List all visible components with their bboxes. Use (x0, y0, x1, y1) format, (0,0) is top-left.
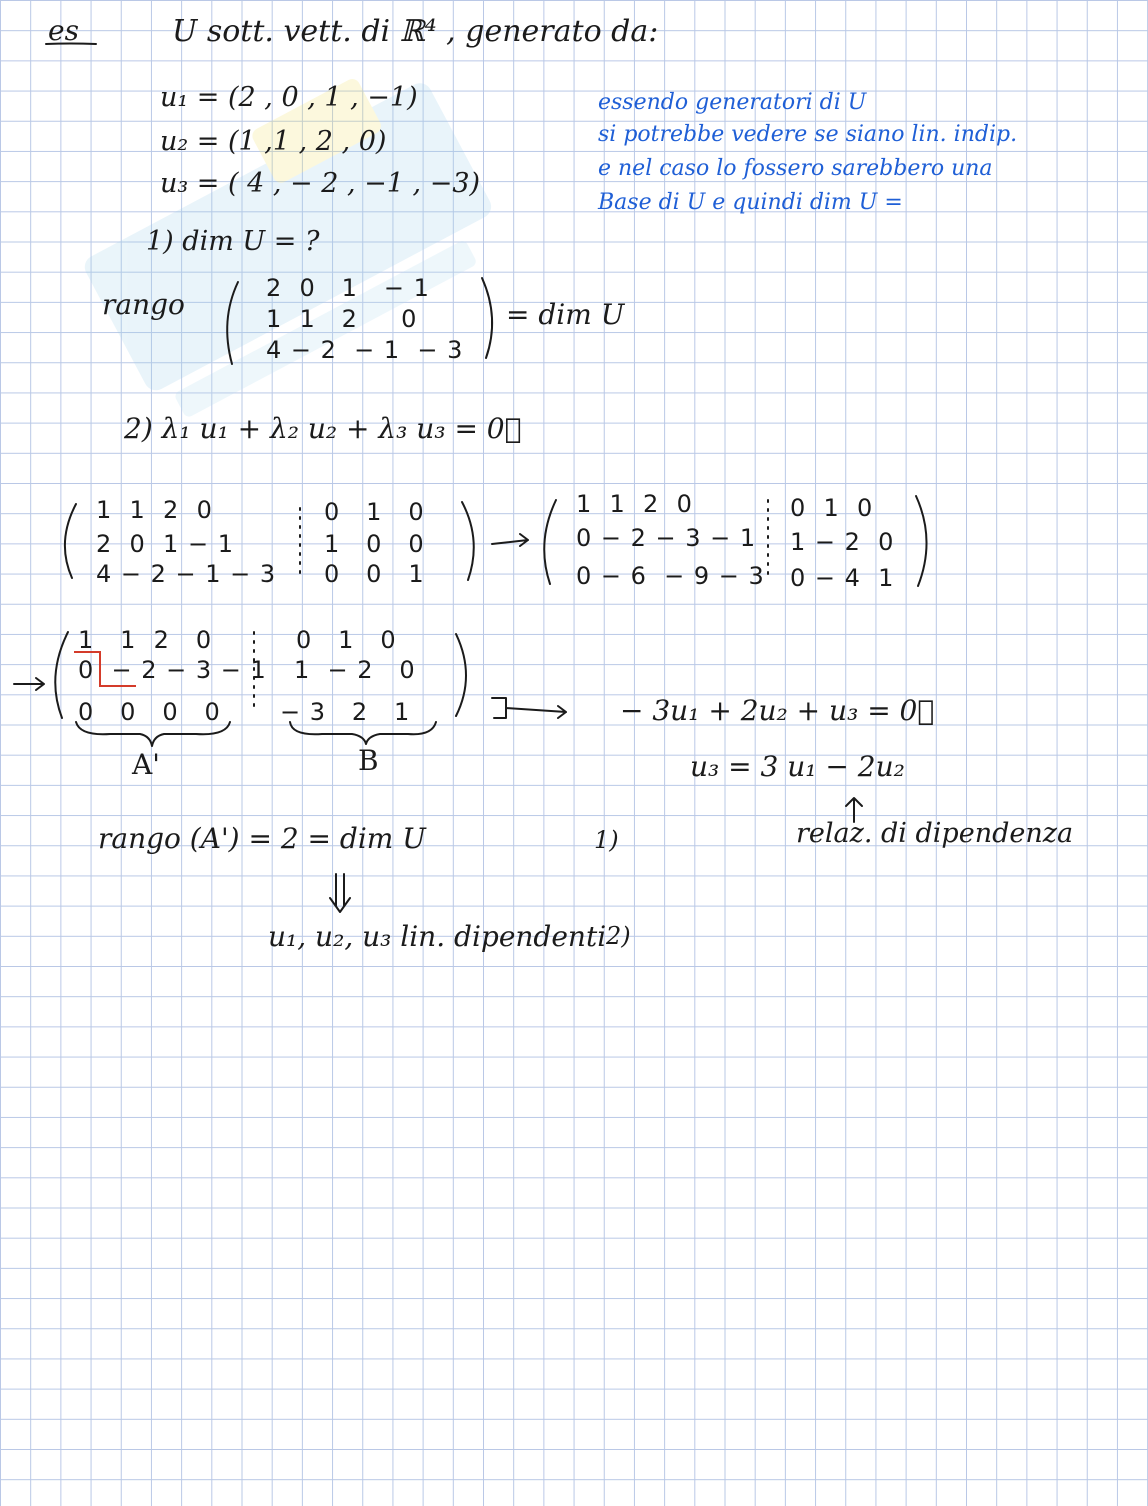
matrix2-right-row-1: 0 1 0 (790, 494, 874, 522)
relation-equation-2: u₃ = 3 u₁ − 2u₂ (690, 750, 905, 783)
matrix1-right-row-3: 0 0 1 (324, 560, 425, 588)
matrix2-right-row-3: 0 − 4 1 (790, 564, 895, 592)
arrow-1 (492, 534, 528, 546)
vector-u2: u₂ = (1 ,1 , 2 , 0) (160, 126, 387, 157)
pivot-staircase (74, 652, 136, 686)
vector-u3: u₃ = ( 4 , − 2 , −1 , −3) (160, 168, 481, 199)
rank-matrix-row-2: 1 1 2 0 (266, 305, 418, 333)
matrix2-left-row-1: 1 1 2 0 (576, 490, 693, 518)
label-a-prime: A' (132, 748, 160, 781)
matrix1-left-paren (65, 504, 76, 578)
rank-matrix-left-paren (227, 282, 238, 364)
implies-arrow (330, 874, 350, 912)
problem-title: U sott. vett. di ℝ⁴ , generato da: (172, 14, 659, 49)
rank-matrix-row-1: 2 0 1 − 1 (266, 274, 430, 302)
matrix1-right-paren (462, 502, 474, 580)
matrix1-left-row-1: 1 1 2 0 (96, 496, 213, 524)
relation-equation-1: − 3u₁ + 2u₂ + u₃ = 0⃗ (620, 694, 935, 727)
arrow-3 (492, 698, 566, 718)
rank-result: rango (A') = 2 = dim U (98, 822, 426, 855)
note-line-3: e nel caso lo fossero sarebbero una (598, 156, 993, 181)
brace-b (290, 722, 436, 744)
es-underline (46, 44, 96, 45)
rank-label: rango (102, 288, 185, 321)
conclusion-tag: 2) (606, 922, 631, 950)
conclusion: u₁, u₂, u₃ lin. dipendenti (268, 920, 607, 953)
label-b: B (358, 744, 379, 777)
matrix3-left-row-1: 1 1 2 0 (78, 626, 213, 654)
rank-matrix-row-3: 4 − 2 − 1 − 3 (266, 336, 464, 364)
matrix2-left-row-2: 0 − 2 − 3 − 1 (576, 524, 757, 552)
matrix3-right-paren (456, 634, 466, 716)
note-line-2: si potrebbe vedere se siano lin. indip. (598, 122, 1018, 147)
arrow-up (846, 798, 862, 822)
question-1: 1) dim U = ? (146, 226, 320, 257)
vector-u1: u₁ = (2 , 0 , 1 , −1) (160, 82, 418, 113)
matrix2-left-row-3: 0 − 6 − 9 − 3 (576, 562, 765, 590)
matrix3-left-row-3: 0 0 0 0 (78, 698, 221, 726)
rank-matrix-right-paren (482, 278, 492, 358)
matrix3-right-row-1: 0 1 0 (296, 626, 397, 654)
matrix1-right-row-2: 1 0 0 (324, 530, 425, 558)
rank-result-tag: 1) (594, 826, 619, 854)
matrix1-right-row-1: 0 1 0 (324, 498, 425, 526)
matrix2-left-paren (544, 500, 556, 584)
rank-rhs: = dim U (506, 298, 625, 331)
matrix1-left-row-2: 2 0 1 − 1 (96, 530, 234, 558)
note-line-4: Base di U e quindi dim U = (598, 190, 903, 215)
brace-a-prime (76, 722, 230, 746)
matrix3-left-row-2: 0 − 2 − 3 − 1 (78, 656, 267, 684)
dependency-label: relaz. di dipendenza (796, 818, 1074, 849)
matrix3-left-paren (55, 632, 68, 718)
example-label: es (48, 14, 79, 47)
question-2: 2) λ₁ u₁ + λ₂ u₂ + λ₃ u₃ = 0⃗ (124, 412, 522, 445)
matrix2-right-row-2: 1 − 2 0 (790, 528, 895, 556)
matrix3-right-row-3: − 3 2 1 (280, 698, 411, 726)
matrix2-right-paren (916, 496, 927, 586)
matrix1-left-row-3: 4 − 2 − 1 − 3 (96, 560, 277, 588)
matrix3-right-row-2: 1 − 2 0 (294, 656, 416, 684)
note-line-1: essendo generatori di U (598, 90, 867, 115)
arrow-2 (14, 678, 44, 690)
